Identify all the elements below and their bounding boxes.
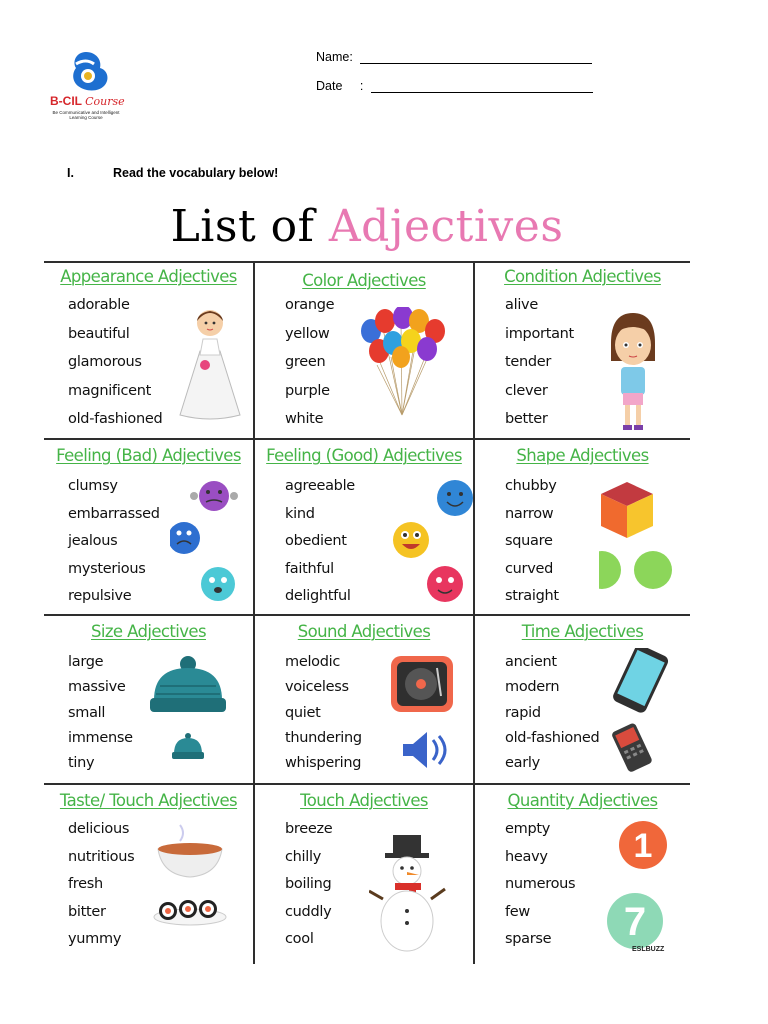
adjective-word: sparse	[505, 931, 552, 947]
poster-title	[44, 196, 690, 258]
adjective-word: small	[68, 704, 106, 721]
category-heading: Feeling (Bad) Adjectives	[56, 446, 241, 465]
category-heading: Touch Adjectives	[300, 791, 428, 810]
adjective-word: few	[505, 903, 530, 920]
number-one-label: 1	[633, 827, 653, 865]
adjective-word: embarrassed	[68, 505, 160, 522]
adjective-word: glamorous	[68, 354, 142, 370]
bride-icon	[170, 303, 250, 423]
name-input-line[interactable]	[360, 51, 592, 64]
adjective-word: old-fashioned	[505, 729, 600, 746]
adjective-word: rapid	[505, 704, 541, 721]
adjective-word: voiceless	[285, 679, 349, 696]
sad-emoji-icon	[170, 478, 250, 608]
adjective-word: thundering	[285, 729, 362, 746]
adjective-word: purple	[285, 382, 330, 399]
adjective-word: heavy	[505, 848, 548, 865]
adjective-word: bitter	[68, 903, 106, 920]
adjective-word: fresh	[68, 876, 103, 892]
adjective-cell	[475, 440, 690, 614]
adjective-word: repulsive	[68, 588, 132, 604]
adjective-word: large	[68, 654, 104, 670]
category-heading: Appearance Adjectives	[60, 267, 237, 286]
date-input-line[interactable]	[371, 80, 593, 93]
adjective-word: jealous	[68, 533, 118, 549]
category-heading: Quantity Adjectives	[507, 791, 658, 810]
adjective-word: alive	[505, 297, 538, 313]
adjective-word: mysterious	[68, 560, 146, 577]
category-heading: Size Adjectives	[91, 622, 206, 641]
adjective-word: immense	[68, 729, 133, 746]
adjective-word: numerous	[505, 876, 576, 892]
adjective-word: yummy	[68, 931, 122, 947]
adjective-cell	[475, 616, 690, 783]
balloons-icon	[357, 307, 447, 417]
category-heading: Feeling (Good) Adjectives	[266, 446, 462, 465]
adjective-word: melodic	[285, 654, 341, 670]
adjectives-poster	[44, 194, 690, 964]
adjective-grid	[44, 261, 690, 964]
adjective-word: square	[505, 533, 553, 549]
adjective-word: cool	[285, 931, 314, 947]
category-heading: Taste/ Touch Adjectives	[59, 791, 238, 810]
adjective-word: chilly	[285, 848, 322, 865]
cube-icon	[599, 482, 679, 592]
date-colon: :	[359, 79, 364, 93]
adjective-word: curved	[505, 560, 554, 577]
adjective-word: quiet	[285, 704, 321, 721]
adjective-cell	[475, 261, 690, 438]
adjective-cell	[44, 785, 253, 964]
adjective-word: kind	[285, 505, 315, 522]
adjective-word: whispering	[285, 755, 362, 772]
logo-tagline: Be Communicative and Intelligent Learning Course	[52, 110, 120, 120]
logo-brand: B-CIL Course	[50, 94, 125, 108]
adjective-word: adorable	[68, 297, 130, 313]
adjective-word: old-fashioned	[68, 411, 163, 427]
adjective-word: obedient	[285, 533, 347, 549]
poster-credit: ESLBUZZ	[632, 946, 665, 953]
adjective-word: important	[505, 325, 574, 342]
speaker-icon	[383, 656, 463, 786]
category-heading: Condition Adjectives	[504, 267, 661, 286]
adjective-word: clever	[505, 382, 548, 399]
adjective-word: boiling	[285, 876, 332, 892]
snowman-icon	[369, 825, 449, 955]
adjective-word: breeze	[285, 821, 333, 837]
adjective-word: cuddly	[285, 903, 332, 920]
adjective-word: straight	[505, 588, 559, 604]
girl-icon	[603, 313, 663, 433]
adjective-word: early	[505, 755, 540, 772]
instruction-text: Read the vocabulary below!	[113, 166, 279, 180]
number-icon	[603, 821, 683, 951]
date-label: Date	[316, 79, 343, 93]
adjective-cell	[44, 616, 253, 783]
adjective-word: narrow	[505, 505, 554, 522]
adjective-word: green	[285, 354, 326, 370]
name-label: Name:	[316, 50, 353, 64]
adjective-word: tiny	[68, 755, 95, 772]
phone-icon	[601, 648, 681, 778]
poster-title-accent: Adjectives	[328, 201, 564, 252]
food-icon	[152, 819, 242, 929]
adjective-word: massive	[68, 679, 126, 696]
adjective-word: empty	[505, 821, 551, 837]
category-heading: Color Adjectives	[302, 271, 426, 290]
name-field-row	[316, 50, 592, 64]
adjective-word: orange	[285, 297, 335, 313]
poster-title-plain: List of	[170, 201, 315, 252]
number-seven-label: 7	[623, 900, 647, 944]
date-field-row	[316, 79, 593, 93]
adjective-word: faithful	[285, 560, 334, 577]
category-heading: Shape Adjectives	[516, 446, 649, 465]
adjective-word: chubby	[505, 478, 557, 494]
adjective-word: ancient	[505, 654, 557, 670]
adjective-word: delicious	[68, 821, 130, 837]
adjective-cell	[255, 440, 473, 614]
adjective-cell	[255, 785, 473, 964]
adjective-cell	[475, 785, 690, 964]
category-heading: Time Adjectives	[521, 622, 644, 641]
adjective-word: magnificent	[68, 382, 152, 399]
adjective-word: agreeable	[285, 478, 355, 494]
logo-script-text: Course	[85, 95, 125, 108]
beanie-icon	[148, 656, 238, 766]
adjective-word: beautiful	[68, 325, 130, 342]
adjective-cell	[44, 261, 253, 438]
adjective-word: clumsy	[68, 478, 118, 494]
adjective-word: nutritious	[68, 848, 135, 865]
instruction-number: I.	[67, 166, 74, 180]
adjective-word: white	[285, 411, 324, 427]
happy-emoji-icon	[389, 480, 479, 610]
adjective-word: delightful	[285, 588, 351, 604]
adjective-cell	[44, 440, 253, 614]
adjective-word: modern	[505, 679, 560, 696]
adjective-word: yellow	[285, 325, 330, 342]
adjective-word: better	[505, 411, 548, 427]
adjective-cell	[255, 616, 473, 783]
adjective-word: tender	[505, 354, 552, 370]
category-heading: Sound Adjectives	[297, 622, 431, 641]
adjective-cell	[255, 261, 473, 438]
